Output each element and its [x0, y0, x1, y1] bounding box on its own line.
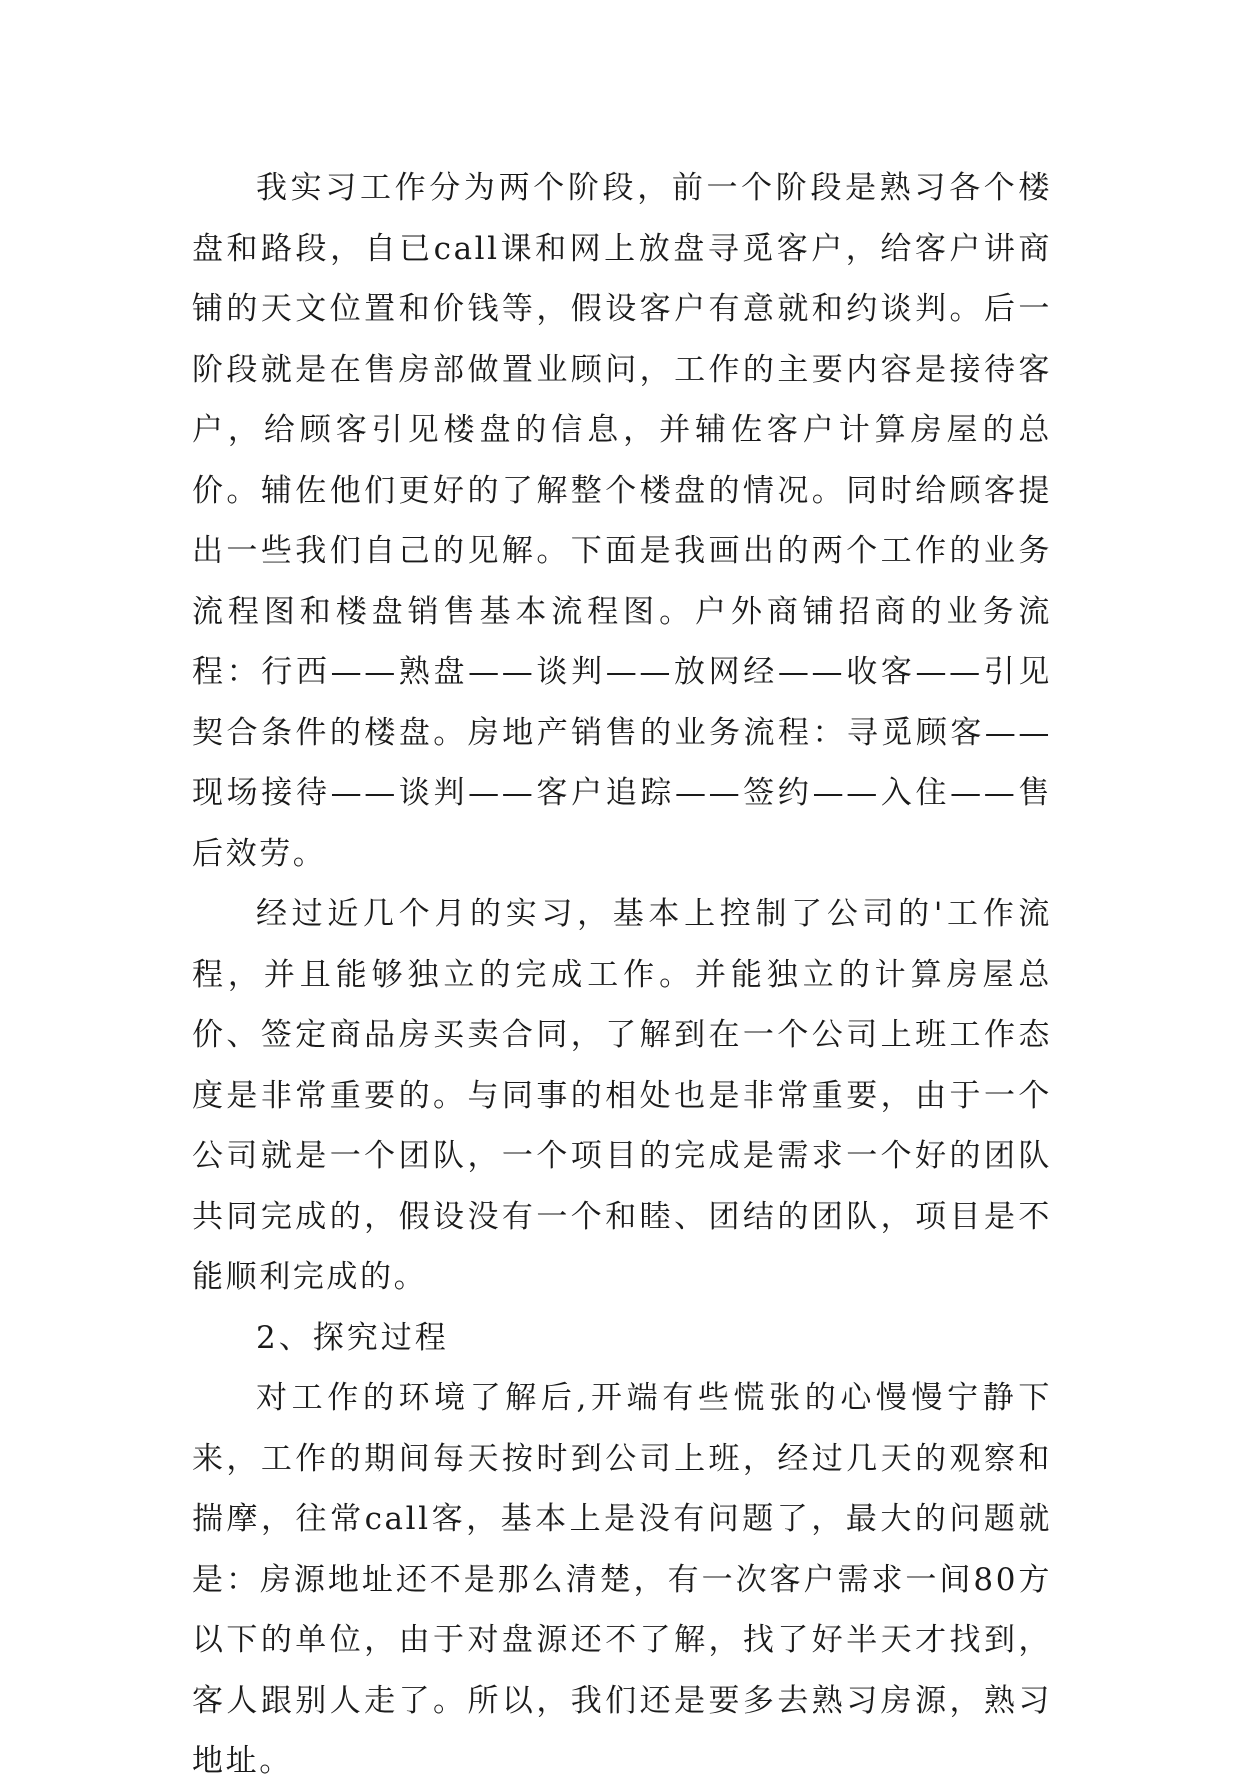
- paragraph-work-stages: 我实习工作分为两个阶段，前一个阶段是熟习各个楼盘和路段，自已call课和网上放盘寻觅客户，给客户讲商铺的天文位置和价钱等，假设客户有意就和约谈判。后一阶段就是在售房部做置业顾问，工作的主要内容是接待客户，给顾客引见楼盘的信息，并辅佐客户计算房屋的总价。辅佐他们更好的了解整个楼盘的情况。同时给顾客提出一些我们自己的见解。下面是我画出的两个工作的业务流程图和楼盘销售基本流程图。户外商铺招商的业务流程：行西——熟盘——谈判——放网经——收客——引见契合条件的楼盘。房地产销售的业务流程：寻觅顾客——现场接待——谈判——客户追踪——签约——入住——售后效劳。: [192, 170, 1052, 872]
- paragraph-internship-summary: 经过近几个月的实习，基本上控制了公司的'工作流程，并且能够独立的完成工作。并能独立的计算房屋总价、签定商品房买卖合同，了解到在一个公司上班工作态度是非常重要的。与同事的相处也是非常重要，由于一个公司就是一个团队，一个项目的完成是需求一个好的团队共同完成的，假设没有一个和睦、团结的团队，项目是不能顺利完成的。: [192, 896, 1052, 1295]
- document-body: [192, 158, 1052, 1792]
- section-heading: 2、探究过程: [256, 1319, 449, 1356]
- paragraph-exploration-process: 对工作的环境了解后,开端有些慌张的心慢慢宁静下来，工作的期间每天按时到公司上班，经过几天的观察和揣摩，往常call客，基本上是没有问题了，最大的问题就是：房源地址还不是那么清楚，有一次客户需求一间80方以下的单位，由于对盘源还不了解，找了好半天才找到，客人跟别人走了。所以，我们还是要多去熟习房源，熟习地址。: [192, 1380, 1052, 1779]
